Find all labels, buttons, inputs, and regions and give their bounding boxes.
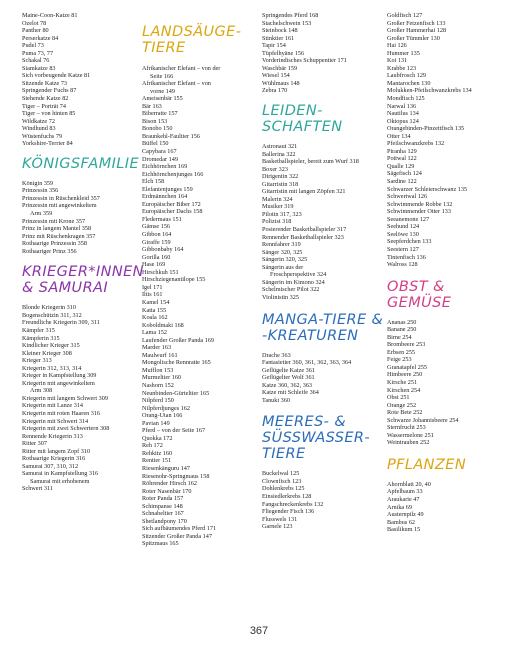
index-entry: Prinzessin mit Krone 357 — [22, 217, 86, 225]
index-entry: Schwert 311 — [22, 485, 53, 493]
index-entry: Clownfisch 123 — [262, 477, 302, 485]
index-entry: Tintenfisch 136 — [387, 253, 426, 261]
index-entry: Pfeilschwanzkrebs 132 — [387, 140, 445, 148]
index-entry: Großer Fetzenfisch 133 — [387, 19, 446, 27]
index-entry: Biberratte 157 — [142, 110, 178, 118]
index-entry: Birne 254 — [387, 333, 412, 341]
index-entry: Arnika 69 — [387, 503, 412, 511]
section-title-line: SCHAFTEN — [262, 119, 343, 136]
index-entry: Prinzessin mit angewinkeltem — [22, 202, 97, 210]
index-entry: Geflügelter Wolf 361 — [262, 374, 315, 382]
index-entry: Gibbon 164 — [142, 231, 172, 239]
index-entry: Siamkatze 83 — [22, 64, 56, 72]
index-column-2 — [142, 10, 241, 548]
index-entry: Schnabeltier 167 — [142, 510, 184, 518]
index-entry: Riesenohr-Springmaus 158 — [142, 472, 210, 480]
index-entry: Nilpferdjunges 162 — [142, 404, 190, 412]
index-entry: Ritter mit langem Zopf 310 — [22, 447, 91, 455]
index-entry: Kämpferin 315 — [22, 334, 60, 342]
index-entry: Eichhörnchenjunges 166 — [142, 170, 204, 178]
index-entry: Prinz in langem Mantel 358 — [22, 225, 92, 233]
entry-list — [22, 12, 144, 148]
index-entry: Stinktier 161 — [262, 34, 295, 42]
index-entry: Nilpferd 150 — [142, 397, 174, 405]
index-entry: Koi 131 — [387, 57, 408, 65]
section-title-line: MANGA-TIERE & — [262, 311, 384, 328]
section-title-line: -KREATUREN — [262, 327, 359, 344]
index-entry: Rentier 151 — [142, 457, 172, 465]
index-entry: Seestern 127 — [387, 245, 419, 253]
index-entry: Wiesel 154 — [262, 72, 290, 80]
index-column-1 — [22, 10, 144, 493]
index-entry: Apfelbaum 33 — [387, 488, 423, 496]
index-entry: Ritter 307 — [22, 440, 47, 448]
index-entry: Feige 253 — [387, 356, 412, 364]
index-entry: Bogenschützin 311, 312 — [22, 311, 82, 319]
index-entry: Bonobo 150 — [142, 125, 173, 133]
index-entry: Giraffe 159 — [142, 238, 171, 246]
index-entry: Katze mit Schleife 364 — [262, 389, 319, 397]
index-entry: Musiker 319 — [262, 203, 294, 211]
index-column-3 — [262, 10, 383, 531]
index-entry: Riesenkänguru 147 — [142, 464, 190, 472]
index-entry: Ameisenbär 155 — [142, 95, 183, 103]
index-entry: Tanuki 360 — [262, 396, 290, 404]
index-entry: Kriegerin 312, 313, 314 — [22, 364, 82, 372]
index-entry: Wassermelone 251 — [387, 431, 434, 439]
index-entry: Nashorn 152 — [142, 381, 174, 389]
index-entry: Seepferdchen 133 — [387, 238, 432, 246]
entry-list — [262, 12, 383, 95]
index-entry: Hai 126 — [387, 42, 407, 50]
entry-list — [262, 470, 383, 530]
index-entry: Drache 363 — [262, 351, 291, 359]
index-entry: Elch 158 — [142, 178, 165, 186]
index-entry: Stehende Katze 82 — [22, 95, 69, 103]
index-entry: Tüpfelhyäne 156 — [262, 49, 305, 57]
index-entry: Wildkatze 72 — [22, 117, 55, 125]
index-entry: Narwal 136 — [387, 102, 417, 110]
index-entry: Obst 251 — [387, 394, 410, 402]
index-entry: Elefantenjunges 159 — [142, 185, 193, 193]
index-entry: Granatapfel 255 — [387, 363, 428, 371]
index-entry: Schakal 76 — [22, 57, 50, 65]
index-entry: Piranha 129 — [387, 147, 417, 155]
index-entry: Seeanemone 127 — [387, 215, 430, 223]
section-title-line: LANDSÄUGE- — [142, 24, 242, 40]
index-entry: Goldfisch 127 — [387, 12, 423, 19]
index-entry: Boxer 323 — [262, 165, 288, 173]
index-entry: Shetlandpony 170 — [142, 517, 187, 525]
index-entry: Sägefisch 124 — [387, 170, 422, 178]
index-entry: Europäischer Dachs 158 — [142, 208, 203, 216]
section-title-line: KRIEGER*INNEN — [22, 264, 144, 281]
index-entry: Windhund 83 — [22, 125, 56, 133]
index-entry: Kirschen 254 — [387, 386, 421, 394]
index-entry: Wühlmaus 148 — [262, 79, 300, 87]
index-entry: Nautilus 134 — [387, 110, 419, 118]
index-entry: Arm 359 — [30, 210, 53, 218]
index-entry: Himbeere 250 — [387, 371, 423, 379]
index-entry: Bison 153 — [142, 117, 168, 125]
entry-list — [387, 481, 472, 534]
index-entry: Sitzender Großer Panda 147 — [142, 532, 212, 540]
index-entry: Dirigentin 322 — [262, 173, 299, 181]
index-entry: Orange 252 — [387, 401, 417, 409]
index-entry: Fangschreckenkrebs 132 — [262, 500, 324, 508]
section-title-pflanzen: PFLANZEN — [387, 456, 467, 473]
index-entry: Pottwal 122 — [387, 155, 417, 163]
index-entry: Sängerin 320, 325 — [262, 256, 308, 264]
index-entry: Arm 308 — [30, 387, 53, 395]
index-entry: Austernpilz 49 — [387, 511, 424, 519]
section-title-leidenschaften — [262, 103, 383, 135]
index-entry: Schwarzer Schleierschwanz 135 — [387, 185, 468, 193]
index-entry: Basilikum 15 — [387, 526, 421, 534]
index-entry: Tapir 154 — [262, 42, 286, 50]
index-entry: Fledermaus 151 — [142, 215, 182, 223]
entry-list — [142, 65, 241, 548]
page-number: 367 — [249, 625, 269, 637]
index-entry: Pferd – von der Seite 167 — [142, 427, 206, 435]
index-entry: Sängerin aus der — [262, 263, 304, 271]
index-entry: Kriegerin mit langem Schwert 309 — [22, 394, 108, 402]
index-entry: Braunkehl-Faultier 156 — [142, 132, 200, 140]
index-entry: Rothaarige Prinzessin 358 — [22, 240, 87, 248]
index-entry: Roter Nasenbär 170 — [142, 487, 192, 495]
index-entry: Qualle 129 — [387, 162, 415, 170]
index-entry: Violinistin 325 — [262, 293, 299, 301]
index-entry: Spitzmaus 165 — [142, 540, 179, 548]
index-entry: Gitarristin mit langen Zöpfen 321 — [262, 188, 346, 196]
index-entry: Geflügelte Katze 361 — [262, 366, 315, 374]
section-title-landsaeugetiere — [142, 24, 241, 56]
index-entry: Kriegerin mit roten Haaren 316 — [22, 409, 101, 417]
entry-list — [262, 352, 383, 405]
index-entry: Kleiner Krieger 308 — [22, 349, 72, 357]
index-entry: Pudel 73 — [22, 42, 44, 50]
index-entry: Reh 172 — [142, 442, 163, 450]
section-title-krieger — [22, 264, 144, 296]
index-entry: Mondfisch 125 — [387, 95, 425, 103]
section-title-obst-gemuese — [387, 279, 472, 311]
index-entry: Sich aufbäumendes Pferd 171 — [142, 525, 217, 533]
section-title-line: OBST & — [387, 278, 445, 295]
index-entry: Walross 128 — [387, 261, 418, 269]
index-entry: Afrikanischer Elefant – von der — [142, 65, 221, 72]
index-entry: Astronaut 321 — [262, 143, 298, 151]
index-entry: Blonde Kriegerin 310 — [22, 304, 76, 312]
index-entry: Kämpfer 315 — [22, 326, 55, 334]
index-entry: Schimpanse 148 — [142, 502, 183, 510]
section-title-line: TIERE — [142, 40, 186, 56]
index-entry: Murmeltier 160 — [142, 374, 182, 382]
index-entry: Sängerin im Kimono 324 — [262, 278, 325, 286]
index-entry: Weintrauben 252 — [387, 439, 430, 447]
index-entry: Mongolische Rennratte 165 — [142, 359, 211, 367]
index-entry: Gibbonbaby 164 — [142, 246, 184, 254]
index-entry: Perserkatze 84 — [22, 34, 59, 42]
index-entry: Brombeere 253 — [387, 341, 426, 349]
index-entry: Prinz mit Rüschenkragen 357 — [22, 232, 96, 240]
index-entry: Koala 162 — [142, 314, 168, 322]
index-entry: Hirschziegenantilope 155 — [142, 276, 206, 284]
index-entry: Iltis 161 — [142, 291, 163, 299]
index-entry: Rothaariger Prinz 356 — [22, 247, 77, 255]
index-entry: Posierender Basketballspieler 317 — [262, 226, 347, 234]
index-entry: Freundliche Kriegerin 309, 311 — [22, 319, 100, 327]
index-entry: Springendes Pferd 168 — [262, 12, 319, 19]
index-entry: Großer Hammerhai 128 — [387, 27, 447, 35]
index-entry: Pilotin 317, 323 — [262, 210, 302, 218]
index-entry: Neunbinden-Gürteltier 165 — [142, 389, 210, 397]
index-entry: Dromedar 149 — [142, 155, 178, 163]
index-entry: Sardine 122 — [387, 178, 417, 186]
index-entry: Puma 73, 77 — [22, 49, 54, 57]
index-entry: Dohlenkrebs 125 — [262, 485, 305, 493]
index-entry: Sich vorbeugende Katze 81 — [22, 72, 91, 80]
index-entry: Hase 169 — [142, 261, 166, 269]
index-entry: Hirschkuh 151 — [142, 268, 179, 276]
index-entry: Gorilla 160 — [142, 253, 171, 261]
index-entry: Erdmännchen 164 — [142, 193, 188, 201]
index-entry: Maulwurf 161 — [142, 351, 178, 359]
index-entry: Malerin 324 — [262, 195, 293, 203]
index-entry: Schwertwal 126 — [387, 193, 428, 201]
index-entry: Schwimmender Otter 133 — [387, 208, 451, 216]
section-title-line: & SAMURAI — [22, 280, 109, 297]
index-entry: Panther 80 — [22, 27, 49, 35]
index-entry: Rehkitz 160 — [142, 449, 173, 457]
index-entry: Rennfahrer 319 — [262, 241, 301, 249]
index-entry: Basketballspieler, bereit zum Wurf 318 — [262, 158, 359, 166]
index-entry: Fliegender Fisch 136 — [262, 508, 315, 516]
index-entry: Bär 163 — [142, 102, 162, 110]
index-entry: Samurai in Kampfstellung 316 — [22, 470, 99, 478]
section-title-line: SÜSSWASSER- — [262, 430, 371, 447]
index-entry: Kirsche 251 — [387, 378, 418, 386]
index-entry: Orang-Utan 166 — [142, 412, 183, 420]
index-entry: Pavian 149 — [142, 419, 170, 427]
index-entry: Ballerina 322 — [262, 150, 296, 158]
index-entry: Quokka 172 — [142, 434, 173, 442]
index-entry: Schwimmende Robbe 132 — [387, 200, 453, 208]
index-entry: Sitzende Katze 73 — [22, 79, 68, 87]
index-entry: Fantasietier 360, 361, 362, 363, 364 — [262, 359, 352, 367]
index-entry: Buckelwal 125 — [262, 470, 300, 478]
index-entry: Rote Bete 252 — [387, 409, 423, 417]
index-entry: Einsiedlerkrebs 128 — [262, 492, 312, 500]
index-entry: Kriegerin mit Lanze 314 — [22, 402, 83, 410]
index-entry: Froschperspektive 324 — [270, 271, 327, 279]
index-entry: Mufflon 153 — [142, 366, 174, 374]
index-entry: Samurai 307, 310, 312 — [22, 462, 79, 470]
entry-list — [262, 143, 383, 301]
index-entry: Koboldmaki 168 — [142, 321, 184, 329]
index-entry: Rothaarige Kriegerin 316 — [22, 455, 86, 463]
index-entry: Hummer 135 — [387, 49, 420, 57]
index-entry: Krieger 313 — [22, 357, 52, 365]
index-entry: Maine-Coon-Katze 81 — [22, 12, 78, 19]
index-entry: Samurai mit erhobenem — [30, 477, 90, 485]
entry-list — [387, 319, 472, 447]
index-entry: Araukarie 47 — [387, 495, 420, 503]
index-entry: Europäischer Biber 172 — [142, 200, 201, 208]
index-entry: Gitarristin 318 — [262, 180, 299, 188]
entry-list — [22, 180, 144, 255]
index-entry: Afrikanischer Elefant – von — [142, 80, 211, 88]
section-title-meerestiere — [262, 414, 383, 462]
index-entry: Marder 163 — [142, 344, 172, 352]
index-entry: Garnele 123 — [262, 523, 293, 531]
index-entry: Katze 360, 362, 363 — [262, 381, 313, 389]
section-title-line: TIERE — [262, 446, 306, 463]
index-entry: Rennende Kriegerin 313 — [22, 432, 83, 440]
index-entry: Banane 250 — [387, 326, 417, 334]
index-entry: Mantarochen 130 — [387, 79, 431, 87]
index-entry: Zebra 170 — [262, 87, 288, 95]
index-entry: Erbsen 255 — [387, 348, 416, 356]
index-entry: Lama 152 — [142, 329, 167, 337]
index-entry: Laufender Großer Panda 169 — [142, 336, 214, 344]
index-entry: Schwarze Johannisbeere 254 — [387, 416, 459, 424]
index-entry: Kamel 154 — [142, 298, 170, 306]
index-entry: Seelöwe 130 — [387, 230, 419, 238]
index-entry: Igel 171 — [142, 283, 163, 291]
index-entry: Laubfrosch 129 — [387, 72, 427, 80]
index-entry: Schelmischer Pilot 322 — [262, 286, 320, 294]
index-column-4 — [387, 10, 472, 534]
index-entry: Ahornblatt 20, 40 — [387, 480, 431, 488]
index-entry: Großer Tümmler 130 — [387, 34, 440, 42]
index-entry: Orangebinden-Pinzettfisch 135 — [387, 125, 465, 133]
index-entry: Prinzessin in Rüschenkleid 357 — [22, 194, 100, 202]
index-entry: Otter 134 — [387, 132, 411, 140]
index-entry: Stachelschwein 153 — [262, 19, 312, 27]
index-entry: Rennender Basketballspieler 323 — [262, 233, 344, 241]
entry-list — [387, 12, 472, 269]
index-entry: Capybara 167 — [142, 148, 177, 156]
index-entry: Waschbär 159 — [262, 64, 298, 72]
index-entry: Eichhörnchen 169 — [142, 163, 188, 171]
index-entry: Molukken-Pfeilschwanzkrebs 134 — [387, 87, 472, 95]
index-entry: Büffel 150 — [142, 140, 169, 148]
index-entry: Ozelot 78 — [22, 19, 47, 27]
index-entry: Oktopus 124 — [387, 117, 419, 125]
index-entry: Seehund 124 — [387, 223, 420, 231]
index-entry: Polizist 318 — [262, 218, 292, 226]
index-entry: Krabbe 123 — [387, 64, 417, 72]
index-entry: Königin 359 — [22, 179, 54, 187]
section-title-line: MEERES- & — [262, 414, 347, 431]
section-title-line: GEMÜSE — [387, 294, 452, 311]
index-entry: Sänger 320, 325 — [262, 248, 303, 256]
index-entry: Roter Panda 157 — [142, 495, 184, 503]
index-entry: Kindlicher Krieger 315 — [22, 342, 80, 350]
index-entry: Flusswels 131 — [262, 515, 298, 523]
index-entry: Seite 166 — [150, 72, 174, 80]
index-entry: Wüstenfuchs 79 — [22, 132, 63, 140]
index-entry: Tiger – von hinten 85 — [22, 110, 76, 118]
index-entry: Katta 155 — [142, 306, 167, 314]
section-title-koenigsfamilie: KÖNIGSFAMILIE — [22, 155, 140, 172]
index-entry: Röhrender Hirsch 162 — [142, 480, 197, 488]
index-entry: Sternfrucht 253 — [387, 424, 426, 432]
entry-list — [22, 304, 144, 493]
index-entry: Steinbock 148 — [262, 27, 298, 35]
index-entry: Springender Fuchs 87 — [22, 87, 77, 95]
index-entry: Yorkshire-Terrier 84 — [22, 140, 73, 148]
index-entry: Ananas 250 — [387, 318, 417, 326]
index-entry: Kriegerin mit angewinkeltem — [22, 379, 95, 387]
section-title-line: LEIDEN- — [262, 103, 323, 120]
index-entry: Kriegerin mit Schwert 314 — [22, 417, 89, 425]
index-entry: Gämse 156 — [142, 223, 171, 231]
index-entry: vorne 149 — [150, 87, 175, 95]
index-entry: Prinzessin 356 — [22, 187, 59, 195]
index-entry: Kriegerin mit zwei Schwertern 308 — [22, 425, 110, 433]
index-entry: Tiger – Porträt 74 — [22, 102, 66, 110]
index-entry: Krieger in Kampfstellung 309 — [22, 372, 97, 380]
index-entry: Vorderindisches Schuppentier 171 — [262, 57, 347, 65]
section-title-manga — [262, 312, 383, 344]
index-entry: Bambus 62 — [387, 518, 416, 526]
